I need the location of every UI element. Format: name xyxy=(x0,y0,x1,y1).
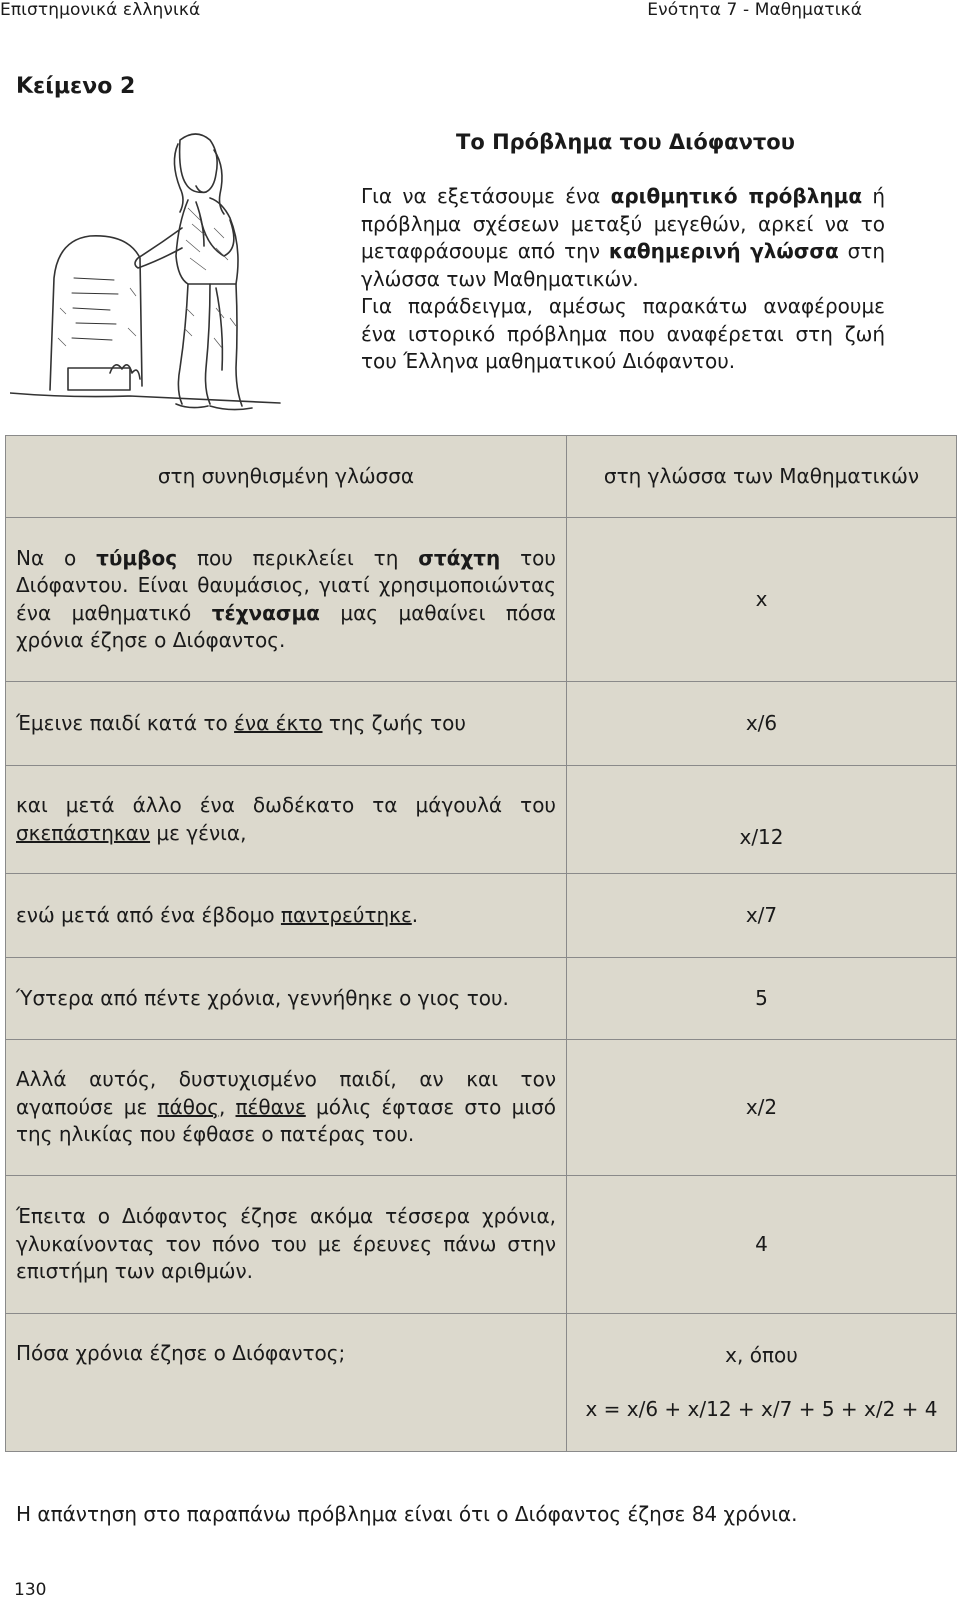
table-header-row xyxy=(6,436,957,518)
col-header-everyday: στη συνηθισμένη γλώσσα xyxy=(6,436,567,518)
intro-paragraph: Για να εξετάσουμε ένα αριθμητικό πρόβλημα ή πρόβλημα σχέσεων μεταξύ μεγεθών, αρκεί να το μεταφράσουμε από την καθημερινή γλώσσα στη γλώσσα των Μαθηματικών. Για παράδειγμα, αμέσως παρακάτω αναφέρουμε ένα ιστορικό πρόβλημα που αναφέρεται στη ζωή του Έλληνα μαθηματικού Διόφαντου. xyxy=(361,184,886,373)
col-header-math: στη γλώσσα των Μαθηματικών xyxy=(567,436,957,518)
row-math: x/6 xyxy=(567,682,957,766)
math-line-1: x, όπου xyxy=(725,1343,798,1367)
row-text: Να ο τύμβος που περικλείει τη στάχτη του Διόφαντου. Είναι θαυμάσιος, γιατί χρησιμοποιώντας ένα μαθηματικό τέχνασμα μας μαθαίνει πόσα χρόνια έζησε ο Διόφαντος. xyxy=(6,518,567,682)
table-row xyxy=(6,766,957,874)
row-math xyxy=(567,1314,957,1452)
row-text: ενώ μετά από ένα έβδομο παντρεύτηκε. xyxy=(6,874,567,958)
table-row xyxy=(6,874,957,958)
row-text: Έμεινε παιδί κατά το ένα έκτο της ζωής του xyxy=(6,682,567,766)
header-left: Επιστημονικά ελληνικά xyxy=(0,0,201,20)
table-row xyxy=(6,958,957,1040)
row-math: 4 xyxy=(567,1176,957,1314)
table-row xyxy=(6,682,957,766)
row-text: Αλλά αυτός, δυστυχισμένο παιδί, αν και τον αγαπούσε με πάθος, πέθανε μόλις έφτασε στο μισό της ηλικίας που έφθασε ο πατέρας του. xyxy=(6,1040,567,1176)
problem-title: Το Πρόβλημα του Διόφαντου xyxy=(456,130,795,154)
row-text: και μετά άλλο ένα δωδέκατο τα μάγουλά του σκεπάστηκαν με γένια, xyxy=(6,766,567,874)
answer-sentence: Η απάντηση στο παραπάνω πρόβλημα είναι ότι ο Διόφαντος έζησε 84 χρόνια. xyxy=(16,1502,798,1526)
row-math: x xyxy=(567,518,957,682)
math-line-2: x = x/6 + x/12 + x/7 + 5 + x/2 + 4 xyxy=(585,1396,938,1421)
table-row xyxy=(6,518,957,682)
page-number: 130 xyxy=(14,1580,47,1600)
section-title: Κείμενο 2 xyxy=(16,74,136,99)
row-math: x/12 xyxy=(567,766,957,874)
table-row xyxy=(6,1176,957,1314)
row-math: x/2 xyxy=(567,1040,957,1176)
row-math: 5 xyxy=(567,958,957,1040)
row-text: Πόσα χρόνια έζησε ο Διόφαντος; xyxy=(6,1314,567,1452)
row-text: Έπειτα ο Διόφαντος έζησε ακόμα τέσσερα χρόνια, γλυκαίνοντας τον πόνο του με έρευνες πάνω στην επιστήμη των αριθμών. xyxy=(6,1176,567,1314)
tombstone-illustration xyxy=(10,128,290,416)
table-row xyxy=(6,1040,957,1176)
row-math: x/7 xyxy=(567,874,957,958)
translation-table xyxy=(5,435,957,1452)
row-text: Ύστερα από πέντε χρόνια, γεννήθηκε ο γιος του. xyxy=(6,958,567,1040)
header-right: Ενότητα 7 - Μαθηματικά xyxy=(647,0,862,20)
table-row xyxy=(6,1314,957,1452)
